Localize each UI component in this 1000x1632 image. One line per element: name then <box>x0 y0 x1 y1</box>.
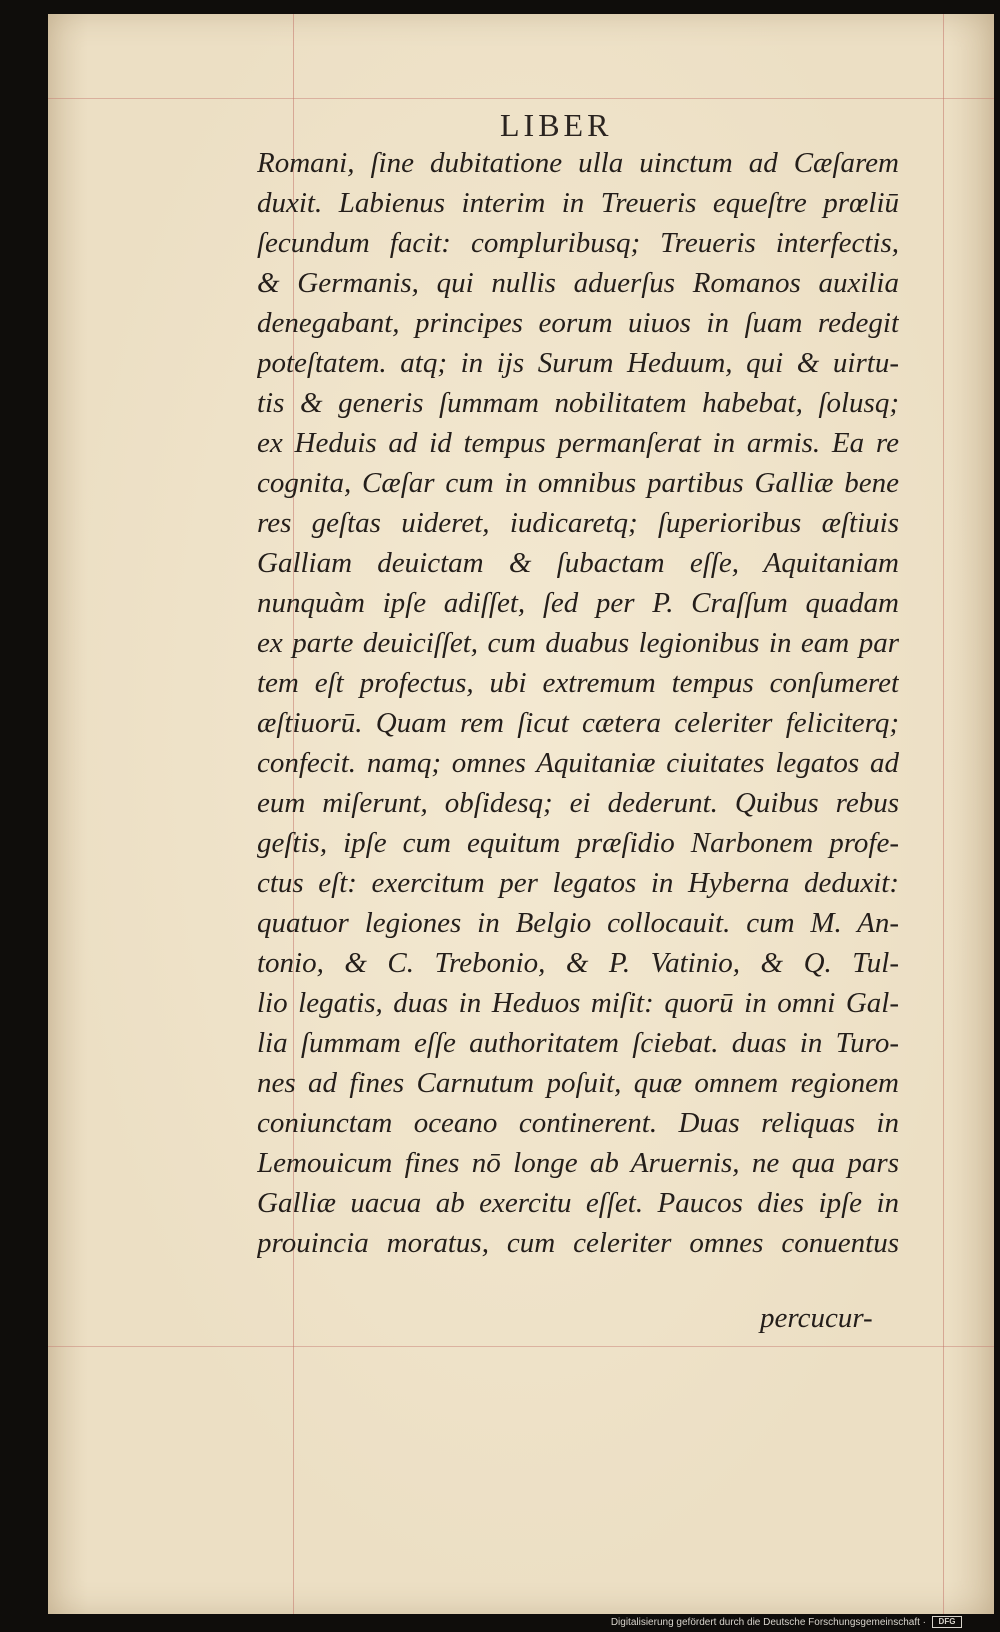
text-line: Galliam deuictam & ſubactam eſſe, Aquitaniam <box>257 547 899 579</box>
text-line: Galliæ uacua ab exercitu eſſet. Paucos dies ipſe in <box>257 1187 899 1219</box>
text-line: cognita, Cæſar cum in omnibus partibus Galliæ bene <box>257 467 899 499</box>
text-line: tonio, & C. Trebonio, & P. Vatinio, & Q. Tul- <box>257 947 899 979</box>
running-head: LIBER <box>500 107 613 143</box>
text-line: Romani, ſine dubitatione ulla uinctum ad Cæſarem <box>257 147 899 179</box>
text-line: æſtiuorū. Quam rem ſicut cætera celeriter feliciterq; <box>257 707 899 739</box>
dfg-logo-icon: DFG <box>932 1616 962 1628</box>
text-line: prouincia moratus, cum celeriter omnes conuentus <box>257 1227 899 1259</box>
text-line: eum miſerunt, obſidesq; ei dederunt. Quibus rebus <box>257 787 899 819</box>
text-line: tis & generis ſummam nobilitatem habebat, ſolusq; <box>257 387 899 419</box>
text-line: ctus eſt: exercitum per legatos in Hyberna deduxit: <box>257 867 899 899</box>
text-line: ex parte deuiciſſet, cum duabus legionibus in eam par <box>257 627 899 659</box>
text-line: coniunctam oceano continerent. Duas reliquas in <box>257 1107 899 1139</box>
text-line: nes ad fines Carnutum poſuit, quæ omnem regionem <box>257 1067 899 1099</box>
text-line: nunquàm ipſe adiſſet, ſed per P. Craſſum quadam <box>257 587 899 619</box>
text-block <box>257 143 899 1263</box>
text-line: & Germanis, qui nullis aduerſus Romanos auxilia <box>257 267 899 299</box>
margin-rule-right <box>943 14 944 1614</box>
catchword: percucur- <box>760 1302 873 1334</box>
funding-credit: Digitalisierung gefördert durch die Deutsche Forschungsgemeinschaft · <box>610 1617 926 1628</box>
text-line: lia ſummam eſſe authoritatem ſciebat. duas in Turo- <box>257 1027 899 1059</box>
text-line: geſtis, ipſe cum equitum præſidio Narbonem profe- <box>257 827 899 859</box>
text-line: Lemouicum fines nō longe ab Aruernis, ne qua pars <box>257 1147 899 1179</box>
text-line: lio legatis, duas in Heduos miſit: quorū in omni Gal- <box>257 987 899 1019</box>
text-line: poteſtatem. atq; in ijs Surum Heduum, qui & uirtu- <box>257 347 899 379</box>
text-line: ex Heduis ad id tempus permanſerat in armis. Ea re <box>257 427 899 459</box>
text-line: denegabant, principes eorum uiuos in ſuam redegit <box>257 307 899 339</box>
margin-rule-top <box>48 98 994 99</box>
text-line: quatuor legiones in Belgio collocauit. cum M. An- <box>257 907 899 939</box>
text-line: confecit. namq; omnes Aquitaniæ ciuitates legatos ad <box>257 747 899 779</box>
text-line: duxit. Labienus interim in Treueris equeſtre prœliū <box>257 187 899 219</box>
text-line: res geſtas uideret, iudicaretq; ſuperioribus æſtiuis <box>257 507 899 539</box>
text-line: tem eſt profectus, ubi extremum tempus conſumeret <box>257 667 899 699</box>
text-line: ſecundum facit: compluribusq; Treueris interfectis, <box>257 227 899 259</box>
margin-rule-bottom <box>48 1346 994 1347</box>
